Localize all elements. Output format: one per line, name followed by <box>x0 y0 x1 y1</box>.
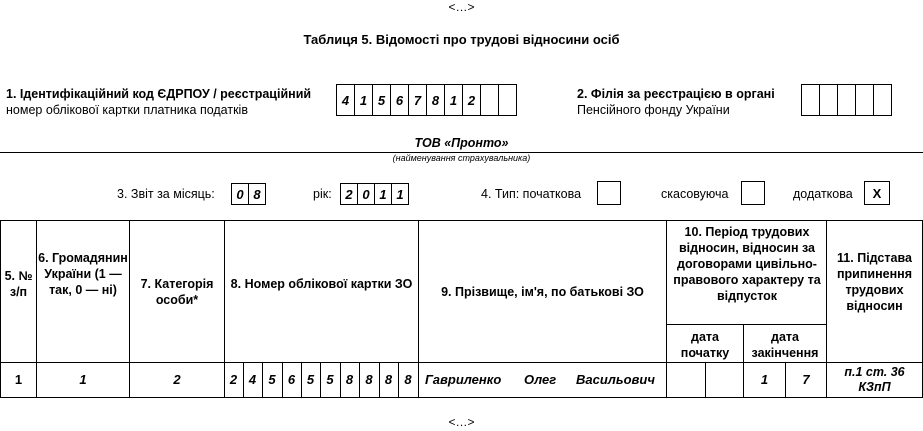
row-category: 2 <box>173 372 181 387</box>
edrpou-digit-cell-8[interactable]: 2 <box>462 84 481 116</box>
year-digit-cell-4[interactable]: 1 <box>391 183 409 205</box>
row-termination-reason: п.1 ст. 36 КЗпП <box>844 365 905 394</box>
month-label: 3. Звіт за місяць: <box>117 187 215 201</box>
header-citizen: 6. Громадянин України (1 — так, 0 — ні) <box>38 251 128 297</box>
type-initial-label: 4. Тип: початкова <box>481 187 582 201</box>
edrpou-digit-cell-7[interactable]: 1 <box>444 84 463 116</box>
bottom-ellipsis: <…> <box>448 415 475 429</box>
header-end-date: дата закінчення <box>751 330 819 360</box>
header-termination-reason: 11. Підстава припинення трудових відносин <box>837 251 912 313</box>
header-number: 5. № з/п <box>4 269 33 299</box>
edrpou-digit-cell-5[interactable]: 7 <box>408 84 427 116</box>
header-period: 10. Період трудових відносин, відносин за договорами цивільно-правового характеру та відпусток <box>673 225 821 303</box>
card-digit-5: 5 <box>306 372 315 387</box>
table-title: Таблиця 5. Відомості про трудові відносини осіб <box>303 32 620 47</box>
card-digit-7: 8 <box>345 372 354 387</box>
edrpou-digit-cell-1[interactable]: 4 <box>336 84 355 116</box>
row-surname: Гавриленко <box>425 372 502 387</box>
card-digit-10: 8 <box>404 372 412 387</box>
card-digit-9: 8 <box>384 372 393 387</box>
edrpou-digit-cell-2[interactable]: 1 <box>354 84 373 116</box>
year-digit-cell-2[interactable]: 0 <box>357 183 375 205</box>
card-digit-6: 5 <box>326 372 334 387</box>
header-category: 7. Категорія особи* <box>140 277 214 307</box>
type-cancel-label: скасовуюча <box>661 187 729 201</box>
field1-label-bold: 1. Ідентифікаційний код ЄДРПОУ / реєстраційний <box>6 87 312 101</box>
type-extra-box[interactable]: X <box>864 181 890 205</box>
card-digit-2: 4 <box>248 372 257 387</box>
edrpou-digit-cell-3[interactable]: 5 <box>372 84 391 116</box>
row-card-number <box>224 372 419 390</box>
insurer-caption: (найменування страхувальника) <box>392 153 531 163</box>
field1-label-normal: номер облікової картки платника податків <box>6 103 248 117</box>
year-digit-cell-3[interactable]: 1 <box>374 183 392 205</box>
card-digit-3: 5 <box>268 372 276 387</box>
year-digit-cell-1[interactable]: 2 <box>340 183 358 205</box>
edrpou-digit-cell-6[interactable]: 8 <box>426 84 445 116</box>
field2-label-normal: Пенсійного фонду України <box>577 103 730 117</box>
type-extra-label: додаткова <box>793 187 853 201</box>
row-patronymic: Васильович <box>576 372 655 387</box>
month-digit-cell-1[interactable]: 0 <box>231 183 249 205</box>
card-digit-8: 8 <box>365 372 373 387</box>
header-start-date: дата початку <box>680 330 730 360</box>
row-number: 1 <box>14 372 23 387</box>
edrpou-digit-cell-4[interactable]: 6 <box>390 84 409 116</box>
card-digit-4: 6 <box>287 372 296 387</box>
top-ellipsis: <…> <box>448 0 475 14</box>
insurer-name: ТОВ «Пронто» <box>414 136 509 150</box>
field2-label-bold: 2. Філія за реєстрацією в органі <box>577 87 775 101</box>
month-digit-cell-2[interactable]: 8 <box>248 183 266 205</box>
year-label: рік: <box>313 187 332 201</box>
header-full-name: 9. Прізвище, ім'я, по батькові ЗО <box>441 285 644 299</box>
row-citizen: 1 <box>79 372 87 387</box>
row-end-1: 1 <box>760 372 769 387</box>
row-end-2: 7 <box>802 372 810 387</box>
row-name: Олег <box>524 372 557 387</box>
card-digit-1: 2 <box>229 372 238 387</box>
header-card-number: 8. Номер облікової картки ЗО <box>230 277 413 291</box>
